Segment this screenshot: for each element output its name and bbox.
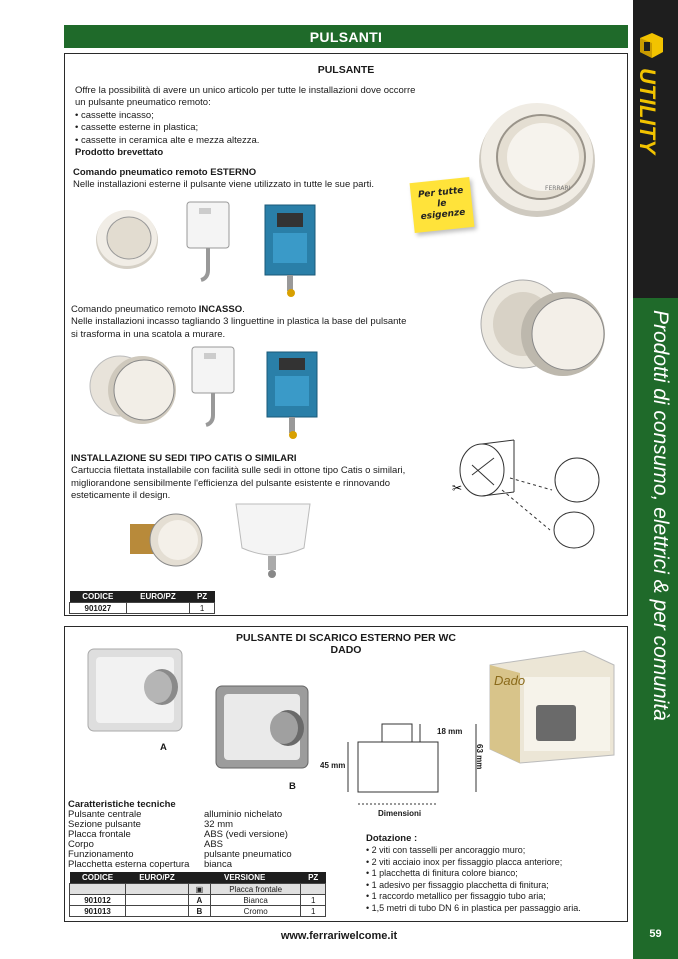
catis-text: migliorandone sensibilmente l'efficienza del pulsante esistente e rinnovando <box>71 477 391 489</box>
intro-line: un pulsante pneumatico remoto: <box>75 97 211 109</box>
cell-code: 901027 <box>70 603 127 614</box>
list-item: • 1 adesivo per fissaggio placchetta di finitura; <box>366 879 549 890</box>
spec-value: alluminio nichelato <box>204 809 283 820</box>
page-title-bar <box>64 25 628 48</box>
codes-table-1 <box>69 591 215 614</box>
intro-text <box>75 85 415 159</box>
sticky-line: Per tutte <box>417 185 464 201</box>
cell-price <box>126 906 189 917</box>
cell-version: A <box>188 895 210 906</box>
incasso-heading-suffix: . <box>242 304 245 315</box>
dado-b-image <box>212 680 314 772</box>
pulsante-incasso-image <box>86 350 178 428</box>
col-euro: EURO/PZ <box>126 872 189 884</box>
dim-label: Dimensioni <box>378 809 422 818</box>
spec-row <box>68 860 292 870</box>
table-row <box>70 906 326 917</box>
section2-title-line: DADO <box>330 644 362 656</box>
col-pz: PZ <box>190 591 215 603</box>
incasso-heading-bold: INCASSO <box>198 304 243 315</box>
cell-pz: 1 <box>190 603 215 614</box>
cell-price <box>126 895 189 906</box>
cell-finish: Bianca <box>210 895 301 906</box>
specs-title: Caratteristiche tecniche <box>68 799 176 810</box>
specs-table <box>68 810 292 870</box>
incasso-frame-image-2 <box>265 350 320 440</box>
external-cistern-image <box>183 200 233 290</box>
external-heading: Comando pneumatico remoto ESTERNO <box>73 167 257 178</box>
list-item: • 1 placchetta di finitura colore bianco; <box>366 868 518 879</box>
spec-key: Placca frontale <box>68 829 131 840</box>
pulsante-small-image <box>94 205 160 271</box>
cell-version: B <box>188 906 210 917</box>
col-codice: CODICE <box>70 872 126 884</box>
cell-empty <box>126 884 189 895</box>
dim-18: 18 mm <box>437 727 463 736</box>
spec-key: Placchetta esterna copertura <box>68 859 190 870</box>
spec-value: ABS <box>204 839 224 850</box>
col-euro: EURO/PZ <box>126 591 189 603</box>
dado-a-image <box>84 643 186 733</box>
pulsante-front-image <box>475 95 600 220</box>
list-item: • 2 viti acciaio inox per fissaggio placca anteriore; <box>366 856 563 867</box>
dotazione-list <box>366 845 581 915</box>
dotazione-title: Dotazione : <box>366 833 418 844</box>
dim-63: 63 mm <box>475 744 484 770</box>
ceramic-cistern-image <box>232 500 314 580</box>
spec-value: bianca <box>204 859 232 870</box>
cell-subheader: Placca frontale <box>210 884 301 895</box>
table-row <box>70 603 215 614</box>
catis-text: esteticamente il design. <box>71 490 171 502</box>
spec-key: Pulsante centrale <box>68 809 142 820</box>
checkbox-icon: ▣ <box>188 884 210 895</box>
intro-line: Offre la possibilità di avere un unico articolo per tutte le installazioni dove occorre <box>75 85 416 96</box>
incasso-heading-prefix: Comando pneumatico remoto <box>71 304 199 315</box>
incasso-text: Nelle installazioni incasso tagliando 3 linguettine in plastica la base del pulsante <box>71 316 407 328</box>
catis-heading: INSTALLAZIONE SU SEDI TIPO CATIS O SIMILARI <box>71 453 297 464</box>
label-b: B <box>289 781 296 792</box>
sticky-line: le esigenze <box>420 198 466 223</box>
package-brand: Dado <box>494 673 526 688</box>
catis-text: Cartuccia filettata installabile con facilità sulle sedi in ottone tipo Catis o similari, <box>71 465 406 477</box>
utility-cube-icon <box>636 30 666 60</box>
codes-table-2 <box>69 872 326 917</box>
cell-pz: 1 <box>301 895 326 906</box>
intro-line: • cassette in ceramica alte e mezza altezza. <box>75 134 260 146</box>
spec-value: 32 mm <box>204 819 234 830</box>
cell-finish: Cromo <box>210 906 301 917</box>
section2-title-line: PULSANTE DI SCARICO ESTERNO PER WC <box>236 632 456 644</box>
external-block <box>73 167 374 192</box>
label-a: A <box>160 742 167 753</box>
dado-package-image <box>484 645 618 765</box>
col-pz: PZ <box>301 872 326 884</box>
table-row <box>70 895 326 906</box>
incasso-heading <box>71 304 406 316</box>
catis-block <box>71 453 405 503</box>
spec-value: pulsante pneumatico <box>204 849 292 860</box>
svg-text:✂: ✂ <box>452 481 463 495</box>
spec-value: ABS (vedi versione) <box>204 829 288 840</box>
list-item: • 1 raccordo metallico per fissaggio tubo aria; <box>366 891 546 902</box>
list-item: • 1,5 metri di tubo DN 6 in plastica per passaggio aria. <box>366 902 581 913</box>
catis-diagram <box>452 430 607 560</box>
incasso-frame-image <box>263 203 318 298</box>
cell-empty <box>301 884 326 895</box>
list-item: • 2 viti con tasselli per ancoraggio muro; <box>366 845 526 855</box>
svg-text:FERRARI: FERRARI <box>545 185 571 192</box>
spec-key: Corpo <box>68 839 94 850</box>
col-versione: VERSIONE <box>188 872 301 884</box>
catis-cartridge-image <box>126 510 206 570</box>
external-text: Nelle installazioni esterne il pulsante viene utilizzato in tutte le sue parti. <box>73 179 374 191</box>
incasso-text: si trasforma in una scatola a murare. <box>71 328 226 340</box>
spec-row <box>68 830 292 840</box>
table-subheader-row <box>70 884 326 895</box>
cell-code: 901013 <box>70 906 126 917</box>
sidebar-category-label: Prodotti di consumo, elettrici & per comunità <box>649 310 672 721</box>
cell-code: 901012 <box>70 895 126 906</box>
external-cistern-image-2 <box>188 345 238 435</box>
page-title: PULSANTI <box>309 28 383 45</box>
col-codice: CODICE <box>70 591 127 603</box>
footer-url[interactable]: www.ferrariwelcome.it <box>280 930 398 942</box>
page-number: 59 <box>649 928 662 940</box>
section1-title: PULSANTE <box>317 64 375 76</box>
cell-empty <box>70 884 126 895</box>
spec-key: Sezione pulsante <box>68 819 141 830</box>
patent-note: Prodotto brevettato <box>75 147 164 159</box>
spec-key: Funzionamento <box>68 849 134 860</box>
sidebar-section-label: UTILITY <box>635 68 660 155</box>
cell-price <box>126 603 189 614</box>
cell-pz: 1 <box>301 906 326 917</box>
dim-45: 45 mm <box>320 761 346 770</box>
intro-line: • cassette esterne in plastica; <box>75 122 199 134</box>
intro-line: • cassette incasso; <box>75 109 154 121</box>
sticky-note <box>410 177 475 233</box>
pulsante-exploded-image <box>478 272 608 384</box>
incasso-block <box>71 304 406 341</box>
